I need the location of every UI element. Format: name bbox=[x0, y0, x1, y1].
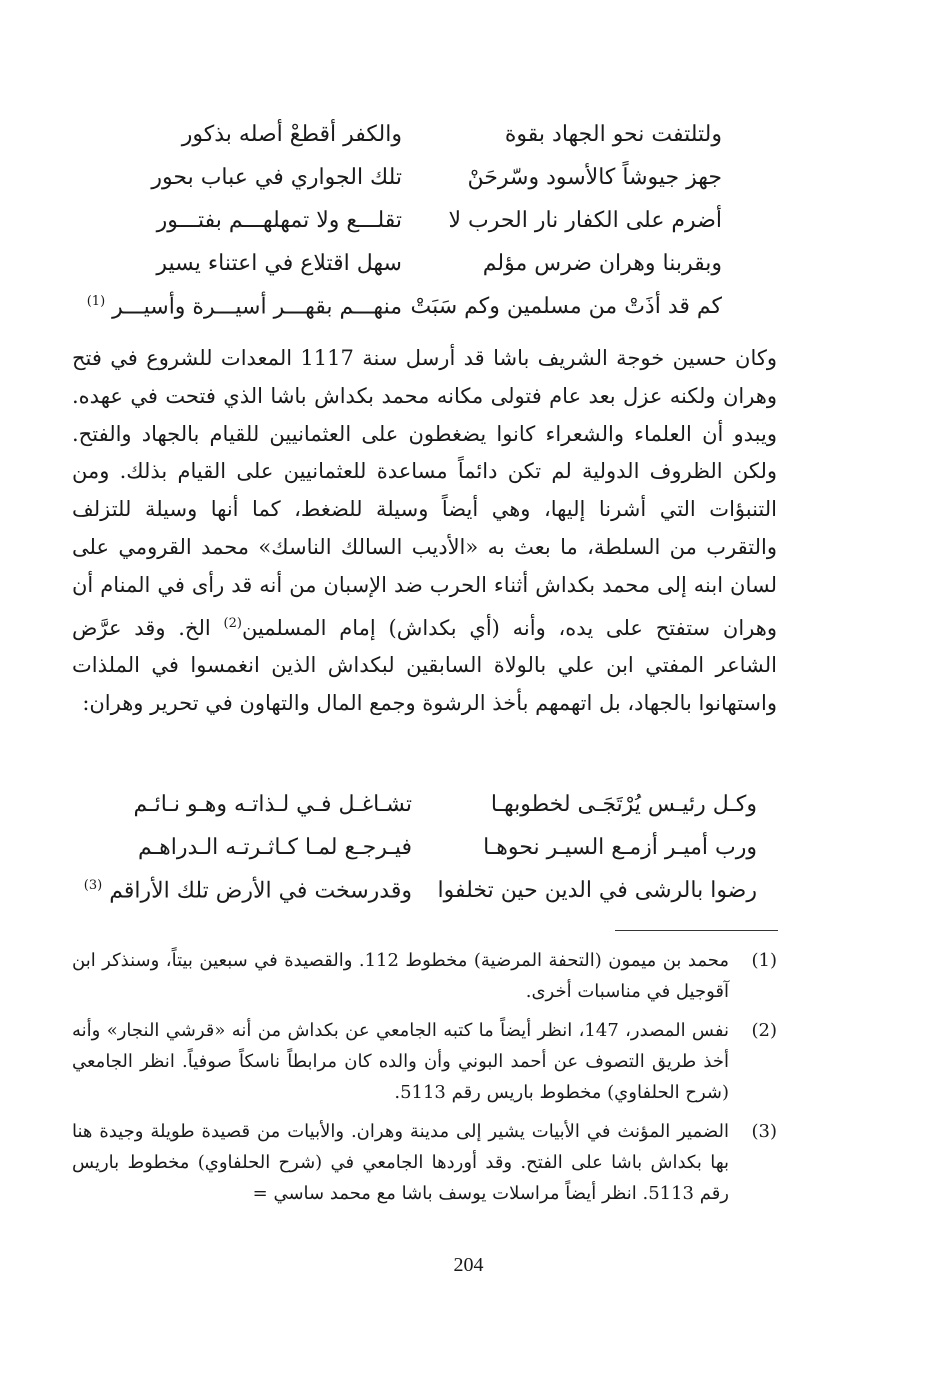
footnote-text: نفس المصدر، 147، انظر أيضاً ما كتبه الجامعي عن بكداش من أنه «قرشي النجار» وأنه أخذ طريق التصوف عن أحمد البوني وأن والده كان مرابطاً ناسكاً صوفياً. انظر الجامعي (شرح الحلفاوي) مخطوط باريس رقم 5113. bbox=[72, 1020, 729, 1103]
hemistich-text: منهـــم بقهـــر أسيـــرة وأسيـــر bbox=[112, 294, 402, 320]
verse-second-hemistich: سهل اقتلاع في اعتناء يسير bbox=[156, 251, 402, 276]
paragraph-text: وكان حسين خوجة الشريف باشا قد أرسل سنة 1117 المعدات للشروع في فتح وهران ولكنه عزل بعد عام فتولى مكانه محمد بكداش باشا الذي فتحت في عهده. ويبدو أن العلماء والشعراء كانوا يضغطون على العثمانيين للقيام بالجهاد والفتح. ولكن الظروف الدولية لم تكن دائماً مساعدة للعثمانيين على القيام بذلك. ومن التنبؤات التي أشرنا إليها، وهي أيضاً وسيلة للضغط، كما أنها وسيلة للتزلف والتقرب من السلطة، ما بعث به «الأديب السالك الناسك» محمد القرومي على لسان ابنه إلى محمد بكداش أثناء الحرب ضد الإسبان من أنه قد رأى في المنام أن وهران ستفتح على يده، وأنه (أي بكداش) إمام المسلمين bbox=[72, 346, 777, 640]
verse-second-hemistich bbox=[84, 878, 412, 903]
verse-first-hemistich: كم قد أذَتْ من مسلمين وكم سَبَتْ bbox=[410, 294, 722, 319]
footnote-text: الضمير المؤنث في الأبيات يشير إلى مدينة وهران. والأبيات من قصيدة طويلة وجيدة هنا بها بكداش باشا على الفتح. وقد أوردها الجامعي في (شرح الحلفاوي) مخطوط باريس رقم 5113. انظر أيضاً مراسلات يوسف باشا مع محمد ساسي = bbox=[72, 1121, 729, 1204]
verse bbox=[107, 792, 757, 835]
verse-second-hemistich: تشـاغـل فـي لـذاتـه وهـو نـائـم bbox=[133, 792, 412, 817]
footnote bbox=[72, 945, 777, 1007]
verse bbox=[137, 165, 722, 208]
poem-block-1 bbox=[86, 122, 722, 337]
verse-first-hemistich: جهز جيوشاً كالأسود وسّرحَنْ bbox=[467, 165, 722, 190]
poem-block-2 bbox=[83, 792, 757, 921]
footnote-number: (3) bbox=[751, 1121, 777, 1142]
hemistich-text: وقدرسخت في الأرض تلك الأراقم bbox=[109, 878, 412, 904]
verse-second-hemistich bbox=[87, 294, 402, 319]
footnote-ref[interactable]: (1) bbox=[86, 294, 106, 309]
footnotes bbox=[72, 945, 777, 1217]
verse bbox=[86, 294, 722, 337]
verse-first-hemistich: ورب أميـر أزمـع السيـر نحوهـا bbox=[483, 835, 757, 860]
verse-second-hemistich: فيـرجـع لمـا كـاثـرتـه الـدراهـم bbox=[138, 835, 412, 860]
footnote bbox=[72, 1116, 777, 1209]
verse bbox=[137, 208, 722, 251]
verse bbox=[107, 835, 757, 878]
verse-first-hemistich: أضرم على الكفار نار الحرب لا bbox=[448, 208, 722, 233]
footnote bbox=[72, 1015, 777, 1108]
page-number: 204 bbox=[453, 1254, 484, 1276]
body-text bbox=[72, 340, 777, 723]
verse-first-hemistich: وبقربنا وهران ضرس مؤلم bbox=[482, 251, 722, 276]
footnote-separator bbox=[615, 930, 778, 931]
verse bbox=[137, 122, 722, 165]
verse bbox=[137, 251, 722, 294]
footnote-ref[interactable]: (2) bbox=[223, 615, 242, 631]
footnote-number: (2) bbox=[751, 1020, 777, 1041]
paragraph-text: الخ. وقد عرَّض الشاعر المفتي ابن علي بالولاة السابقين لبكداش الذين انغمسوا في الملذات واستهانوا بالجهاد، بل اتهمهم بأخذ الرشوة وجمع المال والتهاون في تحرير وهران: bbox=[72, 615, 777, 716]
paragraph bbox=[72, 340, 777, 723]
verse-second-hemistich: تقلـــع ولا تمهلهـــم بفتـــور bbox=[156, 208, 402, 233]
verse-second-hemistich: تلك الجواري في عباب بحور bbox=[151, 165, 402, 190]
footnote-number: (1) bbox=[751, 950, 777, 971]
verse-first-hemistich: رضوا بالرشى في الدين حين تخلفوا bbox=[437, 878, 757, 903]
verse-first-hemistich: وكـل رئيـس يُرْتَجَـى لخطوبهـا bbox=[490, 792, 757, 817]
verse bbox=[83, 878, 757, 921]
footnote-ref[interactable]: (3) bbox=[83, 878, 103, 893]
verse-first-hemistich: ولتلتفت نحو الجهاد بقوة bbox=[504, 122, 722, 147]
footnote-text: محمد بن ميمون (التحفة المرضية) مخطوط 112. والقصيدة في سبعين بيتاً، وسنذكر ابن آقوجيل في مناسبات أخرى. bbox=[72, 950, 729, 1002]
verse-second-hemistich: والكفر أقطعْ أصله بذكور bbox=[181, 122, 402, 147]
